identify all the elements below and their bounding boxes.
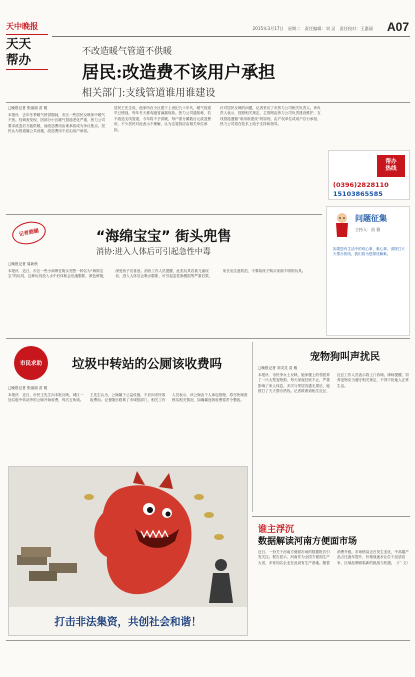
- issue-line: 2015年3月17日 星期二 责任编辑：刘 灵 责任校对：王惠丽: [252, 26, 373, 31]
- toy-headline: “海绵宝宝” 街头兜售: [96, 229, 232, 245]
- lead-rule: [6, 102, 410, 103]
- lead-body-right: 针对居民反映的问题，记者采访了市热力公司相关负责人。该负责人表示，按照相关规定，主管网由热力公司负责建设维护，支线管道遵循“谁用谁建设”的原则，由产权单位或用户自行承担，热力公司将在技术上给予支持和指导。: [220, 106, 321, 127]
- mascot-icon: [333, 211, 351, 239]
- page-number: A07: [386, 20, 409, 34]
- lead-byline: □晚报记者 张丽丽 苗 雅: [8, 106, 48, 110]
- market-headline-1: 谁主浮沉: [258, 525, 295, 535]
- placard-intro: 如果您有生活中的烦心事、难心事，请拨打天天帮办热线，我们将为您排忧解难。: [333, 247, 405, 257]
- masthead-logo: 天中晚报: [6, 21, 38, 31]
- hotline-phone-1: (0396)2828110: [333, 181, 389, 189]
- hotline-label: [377, 155, 405, 177]
- section-rule-2: [6, 338, 410, 339]
- hotline-box: [328, 150, 410, 200]
- placard-title: 问题征集: [355, 213, 387, 223]
- lead-subhead: 相关部门:支线管道谁用谁建设: [82, 88, 216, 99]
- section-rule-3: [252, 516, 410, 517]
- poster-slogan: 打击非法集资，共创社会和谐！: [54, 615, 202, 628]
- column-title-line1: 天天: [6, 36, 32, 51]
- toilet-body-wrap: [8, 386, 248, 460]
- poster: [8, 466, 248, 636]
- toy-byline: □晚报记者 周新秋: [8, 262, 38, 266]
- hotline-label-top: 帮办: [385, 159, 397, 165]
- dog-body: 本报讯 市民李女士反映，她家楼上的邻居养了一只大型宠物狗，每天深夜狂吠不止，严重影响了家人休息。多次与邻居沟通无果后，她拨打了天天帮办热线。记者联系到相关社区，社区工作人员表示将上门协调。律师提醒，饲养宠物应当遵守相关规定，不得干扰他人正常生活。: [258, 373, 409, 394]
- toy-body-wrap: [8, 262, 322, 332]
- dog-body-wrap: [258, 366, 410, 512]
- dog-byline: □晚报记者 刘灵灵 苗 雅: [258, 366, 298, 370]
- toilet-body: 本报讯 近日，市民王先生向本报反映，城区一处垃圾中转站旁的公厕开始收费，每次五角钱。王先生认为，公厕属于公益设施，不应向市民收取费用。记者随后联系了市城管部门，相关工作人员表示，该公厕由个人承包管理，将尽快调查核实相关情况，如确属违规收费将责令整改。: [8, 393, 248, 403]
- toilet-headline: 垃圾中转站的公厕该收费吗: [72, 356, 223, 371]
- market-headline-2: 数据解读河南方便面市场: [258, 537, 358, 547]
- lead-kicker: 不改造暖气管道不供暖: [82, 47, 173, 57]
- toy-subhead: 消协:进入人体后可引起急性中毒: [96, 247, 211, 256]
- column-title-line2: 帮办: [6, 52, 32, 67]
- poster-illustration: [9, 467, 247, 607]
- footer-rule: [6, 640, 410, 641]
- hotline-phone-2: 15103865585: [333, 190, 383, 198]
- tag-help: 市民求助: [14, 346, 48, 380]
- hotline-label-bottom: 热线: [385, 166, 397, 172]
- poster-caption-bar: [9, 607, 247, 635]
- tag-errand: 记者跑腿: [10, 219, 48, 248]
- toy-body: 本报讯 近日，市区一些小商贩在街头兜售一种名为“海绵宝宝”的玩具，这种玩具放入水中后体积会迅速膨胀，颜色鲜艳，深受孩子们喜爱。消协工作人员提醒，此类玩具若被儿童误吞，进入人体后会吸水膨胀，可引起急性肠梗阻等严重后果，家长应注意防范，不要给孩子购买来源不明的玩具。: [8, 269, 306, 279]
- column-title: [6, 34, 48, 70]
- masthead: [6, 22, 48, 92]
- toilet-byline: □晚报记者 张丽丽 苗 雅: [8, 386, 48, 390]
- lead-headline: 居民:改造费不该用户承担: [82, 63, 276, 83]
- market-body: 近日，一份关于河南方便面市场的数据报告引发关注。报告显示，河南作为全国方便面生产大省，多家知名企业在此设有生产基地。随着消费升级，市场格局正在发生变化，中高端产品占比逐年提升，价格战逐步让位于品质竞争，区域品牌面临新的挑战与机遇。（广 文）: [258, 550, 410, 565]
- dog-headline: 宠物狗叫声扰民: [310, 352, 380, 363]
- header-rule: [52, 36, 410, 37]
- lead-body-mid: 居民王先生说，他家所在小区建于上世纪九十年代，暖气管道早已锈蚀，每年冬天都有跑冒滴漏现象。热力公司通知称，若不改造支线管道，今年将不予供暖，每户需分摊数百元改造费用，不少居民对此表示不理解，认为这笔钱应由相关单位承担。: [114, 106, 212, 132]
- section-rule-1: [6, 214, 322, 215]
- placard: [326, 206, 410, 336]
- lead-col-left: [8, 106, 108, 210]
- column-divider: [252, 342, 253, 512]
- lead-body-left: 本报讯 去年冬季暖气停供期间，市区一些居民反映家中暖气不热。经调查发现，因部分小区暖气管道老化严重，热力公司要求改造后方能供暖，而改造费用由谁承担成为争议焦点。居民认为管道属公共设施，改造费用不应由用户承担。: [8, 113, 106, 134]
- placard-name: 主持人：苗 雅: [355, 227, 381, 232]
